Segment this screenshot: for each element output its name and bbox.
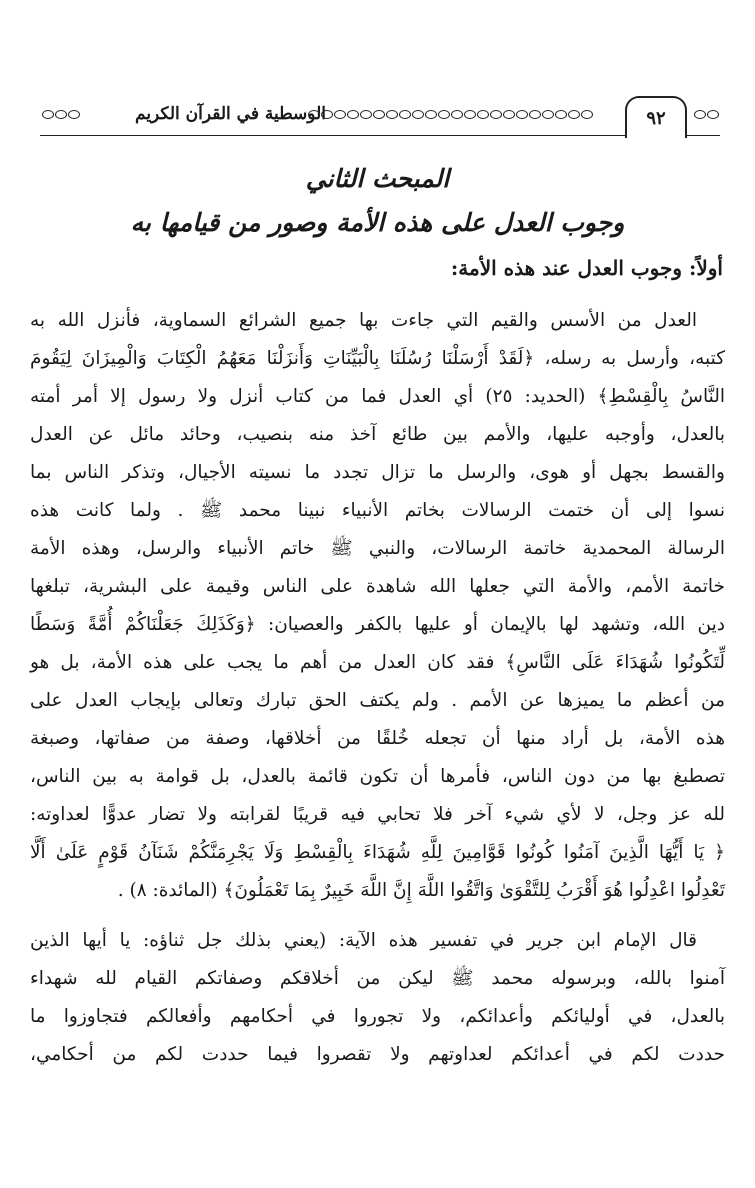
paragraph-2 [30,922,725,1074]
text-line: هذه الأمة، بل أراد منها أن تجعله خُلقًا من أخلاقها، وصفة من صفاتها، وصبغة [30,728,725,749]
running-title: الوسطية في القرآن الكريم [135,104,326,124]
text-line: نسوا إلى أن ختمت الرسالات بخاتم الأنبياء نبينا محمد ﷺ . ولما كانت هذه [30,500,725,521]
text-line: كتبه، وأرسل به رسله، ﴿لَقَدْ أَرْسَلْنَا رُسُلَنَا بِالْبَيِّنَاتِ وَأَنزَلْنَا مَعَهُمُ الْكِتَابَ وَالْمِيزَانَ لِيَقُومَ [30,348,725,369]
subheading: أولاً: وجوب العدل عند هذه الأمة: [450,256,723,280]
header-ornament-left [42,110,80,124]
section-heading: المبحث الثاني [305,164,450,193]
text-line: تصطبغ بها من دون الناس، فأمرها أن تكون قائمة بالعدل، بل قوامة به بين الناس، [30,766,725,787]
text-line: دين الله، وتشهد لها بالإيمان أو عليها بالكفر والعصيان: ﴿وَكَذَلِكَ جَعَلْنَاكُمْ أُمَّةً وَسَطًا [30,614,725,635]
text-line: ﴿ يَا أَيُّهَا الَّذِينَ آمَنُوا كُونُوا قَوَّامِينَ لِلَّهِ شُهَدَاءَ بِالْقِسْطِ وَلَا يَجْرِمَنَّكُمْ شَنَآنُ قَوْمٍ عَلَىٰ أَلَّا [30,842,725,863]
text-line: لله عز وجل، لا لأي شيء آخر فلا تحابي فيه قريبًا لقرابته ولا تضار عدوًّا لعداوته: [30,804,725,825]
header-rule [40,135,720,136]
text-line: بالعدل، في أوليائكم وأعدائكم، ولا تجوروا في أحكامهم وأفعالكم فتجاوزوا ما [30,1006,725,1027]
text-line: النَّاسُ بِالْقِسْطِ﴾ (الحديد: ٢٥) أي العدل فما من كتاب أنزل ولا رسول إلا أمر أمته [30,386,725,407]
chapter-title: وجوب العدل على هذه الأمة وصور من قيامها به [130,208,625,237]
text-line: بالعدل، وأوجبه عليها، والأمم بين طائع آخذ منه بنصيب، وحائد مائل عن العدل [30,424,725,445]
text-line: من أعظم ما يميزها عن الأمم . ولم يكتف الحق تبارك وتعالى بإيجاب العدل على [30,690,725,711]
text-line: حددت لكم في أعدائكم لعداوتهم ولا تقصروا فيما حددت لكم من أحكامي، [30,1044,725,1065]
text-line: العدل من الأسس والقيم التي جاءت بها جميع الشرائع السماوية، فأنزل الله به [30,310,697,331]
header-ornament-center [308,110,593,124]
text-line: آمنوا بالله، وبرسوله محمد ﷺ ليكن من أخلاقكم وصفاتكم القيام لله شهداء [30,968,725,989]
running-header [40,96,720,146]
text-line: خاتمة الأمم، والأمة التي جعلها الله شاهدة على الناس وقيمة على البشرية، تبلغها [30,576,725,597]
text-line: تَعْدِلُوا اعْدِلُوا هُوَ أَقْرَبُ لِلتَّقْوَىٰ وَاتَّقُوا اللَّهَ إِنَّ اللَّهَ خَبِيرٌ بِمَا تَعْمَلُونَ﴾ (المائدة: ٨) . [117,880,725,901]
header-ornament-right [694,110,719,124]
page-number: ٩٢ [625,96,687,138]
text-line: الرسالة المحمدية خاتمة الرسالات، والنبي ﷺ خاتم الأنبياء والرسل، وهذه الأمة [30,538,725,559]
text-line: لِّتَكُونُوا شُهَدَاءَ عَلَى النَّاسِ﴾ فقد كان العدل من أهم ما يجب على هذه الأمة، بل هو [30,652,725,673]
text-line: والقسط بجهل أو هوى، والرسل ما تزال تجدد ما نسيته الأجيال، وتذكر الناس بما [30,462,725,483]
paragraph-1 [30,302,725,910]
text-line: قال الإمام ابن جرير في تفسير هذه الآية: (يعني بذلك جل ثناؤه: يا أيها الذين [30,930,697,951]
